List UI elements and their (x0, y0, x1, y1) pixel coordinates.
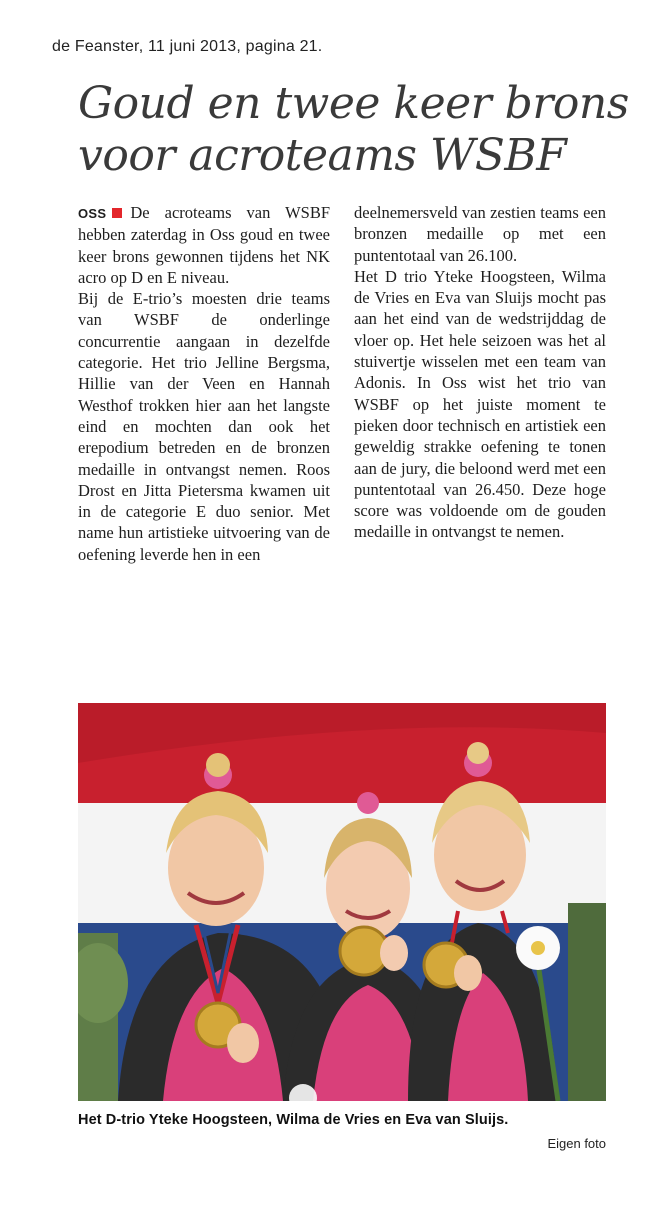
team-photo (78, 703, 606, 1101)
photo-credit: Eigen foto (547, 1136, 606, 1151)
headline-line-1: Goud en twee keer brons (78, 78, 629, 129)
paragraph-continued: deelnemersveld van zestien teams een bronzen medaille op met een puntentotaal van 26.100. (354, 203, 606, 265)
paragraph-intro (78, 202, 330, 288)
dateline-square-icon (112, 208, 122, 218)
photo-caption: Het D-trio Yteke Hoogsteen, Wilma de Vries en Eva van Sluijs. (78, 1112, 509, 1128)
team-photo-illustration (78, 703, 606, 1101)
headline-line-2: voor acroteams WSBF (78, 130, 567, 181)
column-left (78, 202, 330, 565)
dateline: OSS (78, 206, 107, 221)
paragraph-intro-text: De acroteams van WSBF hebben zaterdag in Oss goud en twee keer brons gewonnen tijdens het NK acro op D en E niveau. (78, 203, 330, 287)
headline (78, 78, 638, 182)
article-body (78, 202, 606, 565)
paragraph-e-trios: Bij de E-trio’s moesten drie teams van WSBF de onderlinge concurrentie aangaan in dezelfde categorie. Het trio Jelline Bergsma, Hillie van der Veen en Hannah Westhof trokken hier aan het langste eind en mochten dan ook het erepodium betreden en de bronzen medaille in ontvangst nemen. Roos Drost en Jitta Pietersma kwamen uit in de categorie E duo senior. Met name hun artistieke uitvoering van de oefening leverde hen in een (78, 289, 330, 564)
paragraph-d-trio: Het D trio Yteke Hoogsteen, Wilma de Vries en Eva van Sluijs mocht pas aan het eind van de wedstrijddag de vloer op. Het hele seizoen was het al stuivertje wisselen met een team van Adonis. In Oss wist het trio van WSBF op het juiste moment te pieken door technisch en artistiek een geweldig strakke oefening te tonen aan de jury, die beloond werd met een puntentotaal van 26.450. Deze hoge score was voldoende om de gouden medaille in ontvangst te nemen. (354, 266, 606, 542)
source-line: de Feanster, 11 juni 2013, pagina 21. (52, 38, 323, 55)
column-right (354, 202, 606, 565)
